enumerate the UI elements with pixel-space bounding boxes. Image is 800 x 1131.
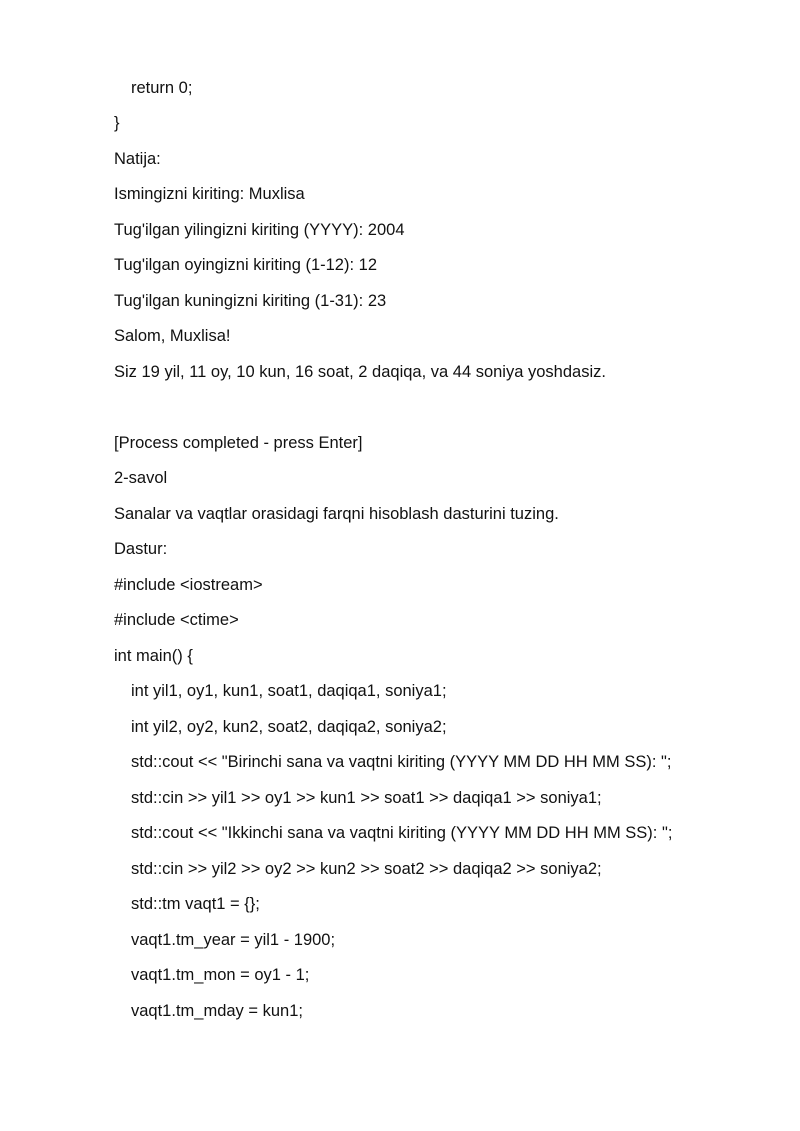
output-line: Siz 19 yil, 11 oy, 10 kun, 16 soat, 2 daqiqa, va 44 soniya yoshdasiz. <box>114 363 606 381</box>
process-status: [Process completed - press Enter] <box>114 434 363 452</box>
code-line: vaqt1.tm_mday = kun1; <box>131 1002 303 1020</box>
code-line: std::cin >> yil2 >> oy2 >> kun2 >> soat2 >> daqiqa2 >> soniya2; <box>131 860 602 878</box>
task-description: Sanalar va vaqtlar orasidagi farqni hisoblash dasturini tuzing. <box>114 505 559 523</box>
code-line: std::tm vaqt1 = {}; <box>131 895 260 913</box>
code-line: } <box>114 114 120 132</box>
code-line: int yil2, oy2, kun2, soat2, daqiqa2, soniya2; <box>131 718 447 736</box>
output-line: Tug'ilgan yilingizni kiriting (YYYY): 2004 <box>114 221 405 239</box>
code-line: std::cin >> yil1 >> oy1 >> kun1 >> soat1 >> daqiqa1 >> soniya1; <box>131 789 602 807</box>
code-line: vaqt1.tm_year = yil1 - 1900; <box>131 931 336 949</box>
code-line: #include <iostream> <box>114 576 263 594</box>
code-line: #include <ctime> <box>114 611 239 629</box>
output-line: Tug'ilgan oyingizni kiriting (1-12): 12 <box>114 256 378 274</box>
code-line: return 0; <box>131 79 193 97</box>
section-heading: 2-savol <box>114 469 168 487</box>
output-line: Ismingizni kiriting: Muxlisa <box>114 185 305 203</box>
section-label: Natija: <box>114 150 161 168</box>
output-line: Salom, Muxlisa! <box>114 327 231 345</box>
code-line: int main() { <box>114 647 193 665</box>
code-line: int yil1, oy1, kun1, soat1, daqiqa1, soniya1; <box>131 682 447 700</box>
code-line: std::cout << "Birinchi sana va vaqtni kiriting (YYYY MM DD HH MM SS): "; <box>131 753 672 771</box>
code-line: std::cout << "Ikkinchi sana va vaqtni kiriting (YYYY MM DD HH MM SS): "; <box>131 824 673 842</box>
section-label: Dastur: <box>114 540 168 558</box>
code-line: vaqt1.tm_mon = oy1 - 1; <box>131 966 310 984</box>
output-line: Tug'ilgan kuningizni kiriting (1-31): 23 <box>114 292 387 310</box>
